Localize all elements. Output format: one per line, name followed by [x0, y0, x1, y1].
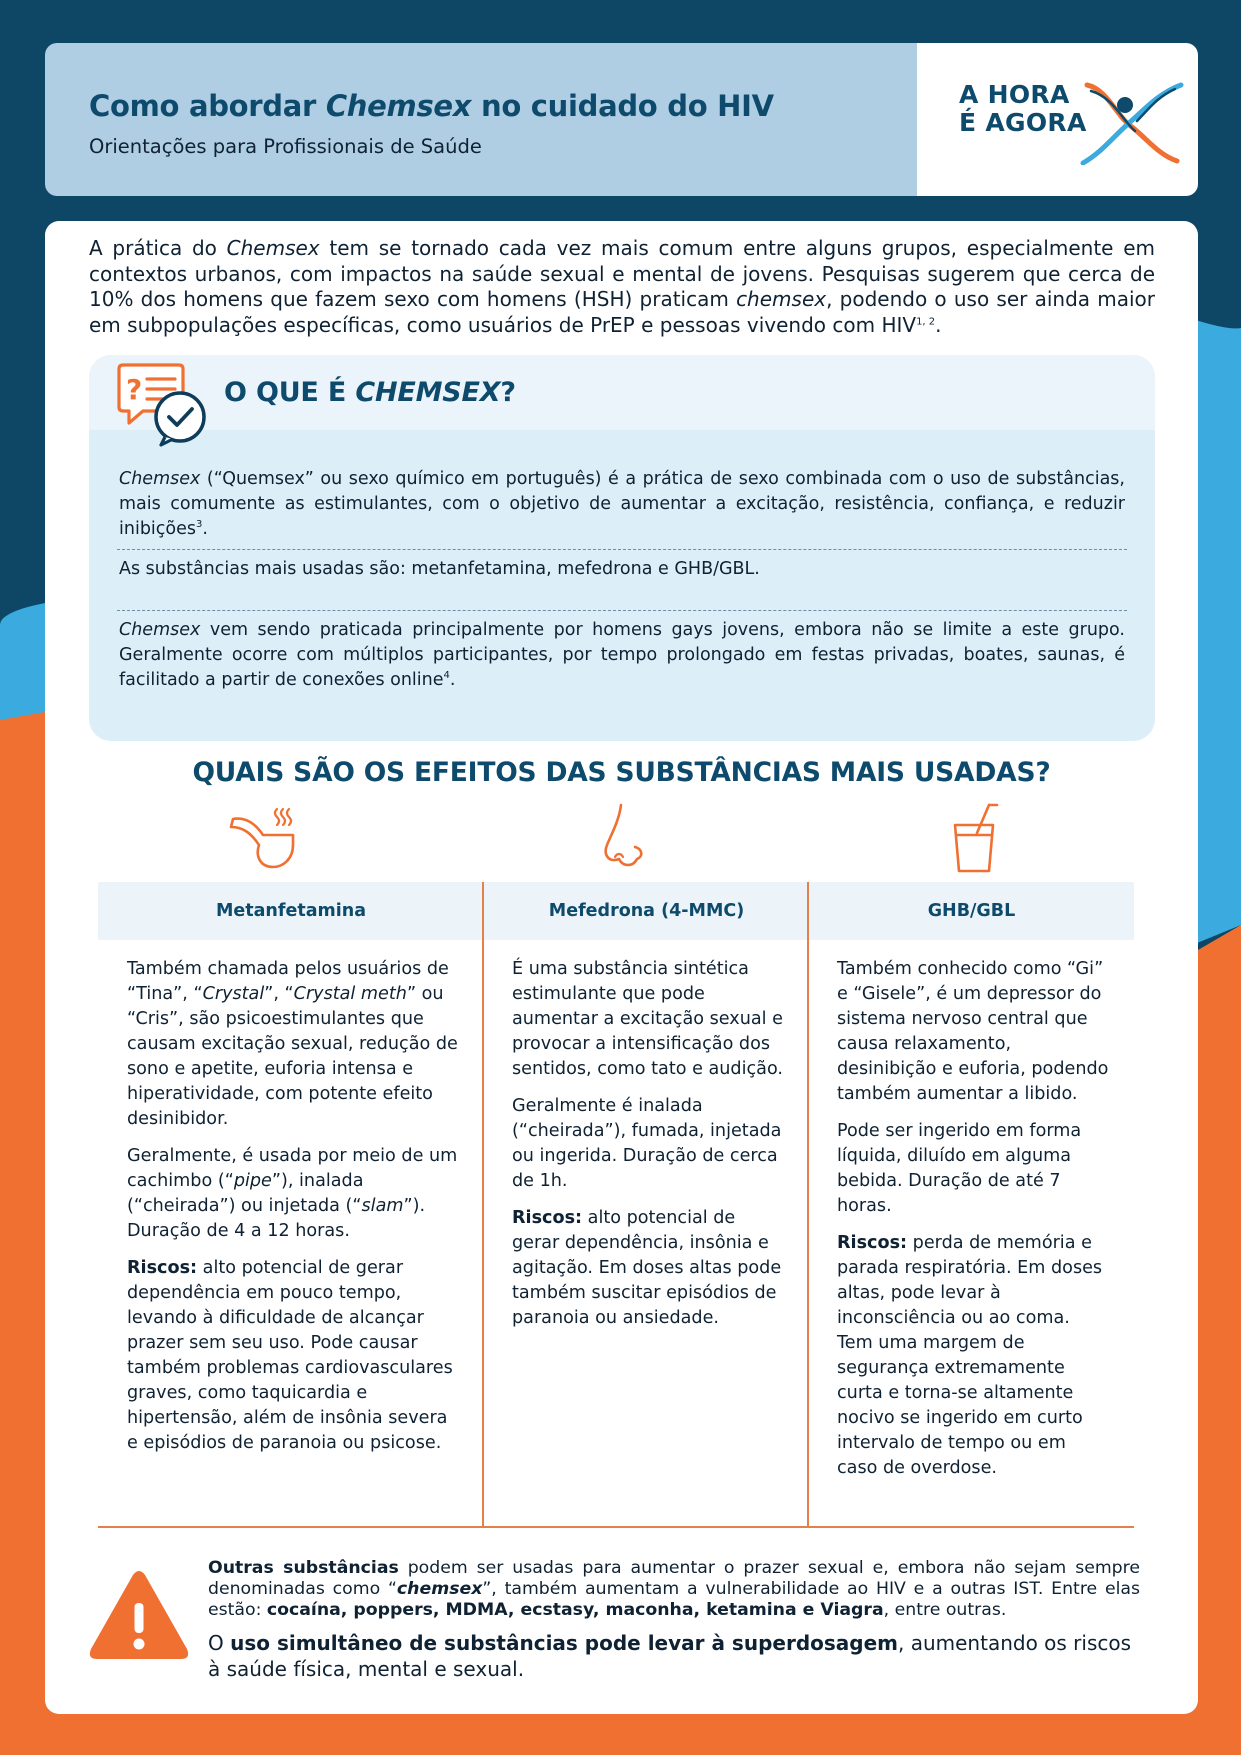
warning-icon	[87, 1569, 191, 1661]
ghb-risks: Riscos: perda de memória e parada respiratória. Em doses altas, pode levar à inconsciência ou ao coma. Tem uma margem de segurança extremamente curta e torna-se altamente nocivo se ingerido em curto intervalo de tempo ou em caso de overdose.	[837, 1233, 1103, 1478]
other-substances-paragraph: Outras substâncias podem ser usadas para aumentar o prazer sexual e, embora não sejam sempre denominadas como “chemsex”, também aumentam a vulnerabilidade ao HIV e a outras IST. Entre elas estão: cocaína, poppers, MDMA, ecstasy, maconha, ketamina e Viagra, entre outras.	[208, 1558, 1141, 1620]
content-card	[45, 221, 1198, 1714]
table-bottom-rule	[98, 1526, 1134, 1528]
warning-text	[208, 1558, 1140, 1682]
logo-figure-icon	[1077, 79, 1187, 165]
what-is-definition: Chemsex (“Quemsex” ou sexo químico em português) é a prática de sexo combinada com o uso de substâncias, mais comumente as estimulantes, com o objetivo de aumentar a excitação, resistência, confiança, e reduzir inibições$^3$.	[119, 469, 1125, 539]
ghb-usage: Pode ser ingerido em forma líquida, diluído em alguma bebida. Duração de até 7 horas.	[837, 1121, 1082, 1216]
mefedrona-description: É uma substância sintética estimulante que pode aumentar a excitação sexual e provocar a intensificação dos sentidos, como tato e audição.	[512, 959, 783, 1079]
effects-title: QUAIS SÃO OS EFEITOS DAS SUBSTÂNCIAS MAIS USADAS?	[192, 757, 1051, 788]
dashed-divider	[117, 610, 1127, 611]
header-title-block	[45, 43, 917, 196]
metanfetamina-description: Também chamada pelos usuários de “Tina”, “Crystal”, “Crystal meth” ou “Cris”, são psicoestimulantes que causam excitação sexual, redução de sono e apetite, euforia intensa e hiperatividade, com potente efeito desinibidor.	[127, 959, 458, 1129]
what-is-panel-header	[89, 355, 1155, 430]
metanfetamina-risks: Riscos: alto potencial de gerar dependência em pouco tempo, levando à dificuldade de alcançar prazer sem seu uso. Pode causar também problemas cardiovasculares graves, como taquicardia e hipertensão, além de insônia severa e episódios de paranoia ou psicose.	[127, 1258, 453, 1453]
page-title: Como abordar Chemsex no cuidado do HIV	[89, 89, 774, 123]
column-divider	[807, 882, 809, 1527]
logo	[917, 43, 1198, 196]
metanfetamina-text	[127, 957, 463, 1468]
ghb-description: Também conhecido como “Gi” e “Gisele”, é um depressor do sistema nervoso central que causa relaxamento, desinibição e euforia, podendo também aumentar a libido.	[837, 959, 1109, 1104]
what-is-panel	[89, 355, 1155, 741]
dashed-divider	[117, 549, 1127, 550]
column-divider	[482, 882, 484, 1527]
column-header-ghb: GHB/GBL	[809, 882, 1134, 940]
what-is-title: O QUE É CHEMSEX?	[224, 377, 516, 408]
chat-question-icon	[117, 361, 209, 447]
nose-icon	[599, 801, 645, 873]
overdose-warning: O uso simultâneo de substâncias pode levar à superdosagem, aumentando os riscos à saúde física, mental e sexual.	[208, 1631, 1132, 1681]
column-header-mefedrona: Mefedrona (4-MMC)	[484, 882, 809, 940]
mefedrona-risks: Riscos: alto potencial de gerar dependência, insônia e agitação. Em doses altas pode também suscitar episódios de paranoia ou ansiedade.	[512, 1208, 782, 1328]
intro-paragraph: A prática do Chemsex tem se tornado cada vez mais comum entre alguns grupos, especialmente em contextos urbanos, com impactos na saúde sexual e mental de jovens. Pesquisas sugerem que cerca de 10% dos homens que fazem sexo com homens (HSH) praticam chemsex, podendo o uso ser ainda maior em subpopulações específicas, como usuários de PrEP e pessoas vivendo com HIV$^{1, 2}$.	[89, 236, 1155, 337]
header	[45, 43, 1198, 196]
ghb-text	[837, 957, 1109, 1493]
pipe-icon	[229, 801, 299, 873]
what-is-substances: As substâncias mais usadas são: metanfetamina, mefedrona e GHB/GBL.	[119, 559, 760, 579]
what-is-context: Chemsex vem sendo praticada principalmente por homens gays jovens, embora não se limite a este grupo. Geralmente ocorre com múltiplos participantes, por tempo prolongado em festas privadas, boates, saunas, é facilitado a partir de conexões online$^4$.	[119, 620, 1125, 690]
mefedrona-usage: Geralmente é inalada (“cheirada”), fumada, injetada ou ingerida. Duração de cerca de 1h.	[512, 1096, 782, 1191]
page-subtitle: Orientações para Profissionais de Saúde	[89, 135, 482, 158]
svg-text:?: ?	[126, 373, 143, 406]
mefedrona-text	[512, 957, 787, 1343]
column-header-metanfetamina: Metanfetamina	[98, 882, 484, 940]
drink-cup-icon	[949, 801, 999, 873]
logo-text: A HORA É AGORA	[959, 80, 1087, 137]
metanfetamina-usage: Geralmente, é usada por meio de um cachimbo (“pipe”), inalada (“cheirada”) ou injetada (“slam”). Duração de 4 a 12 horas.	[127, 1146, 458, 1241]
